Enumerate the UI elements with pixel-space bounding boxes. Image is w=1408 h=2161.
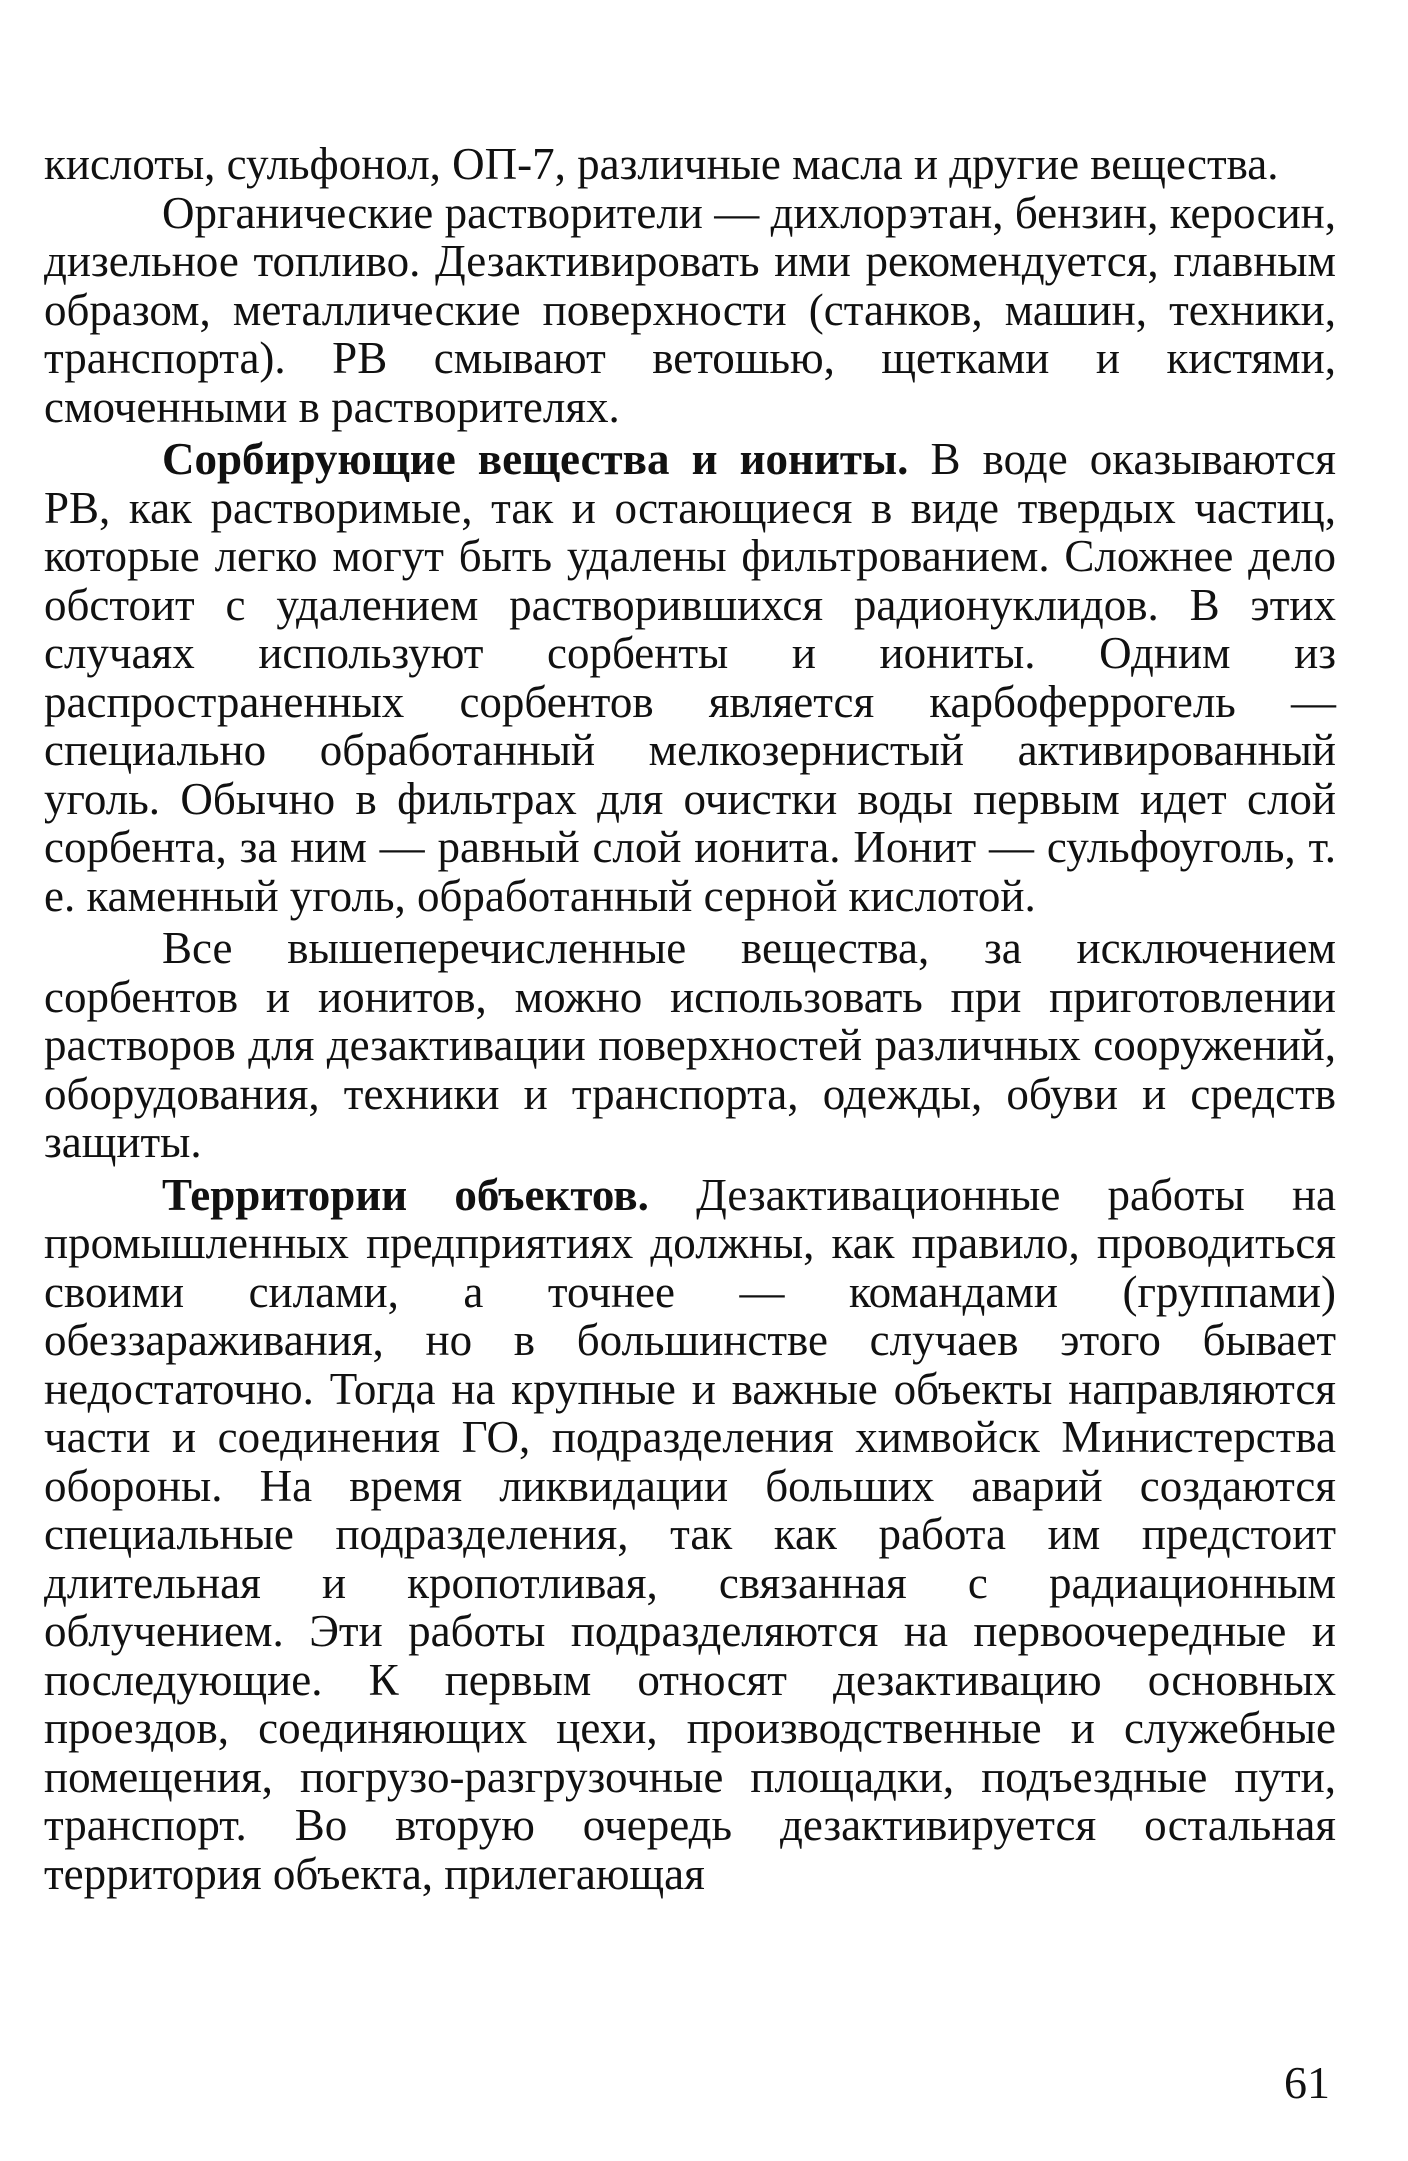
paragraph-3 bbox=[44, 924, 1336, 1167]
paragraph-4-text: Дезактивационные работы на промышленных предприятиях должны, как правило, проводиться своими силами, а точнее — командами (группами) обеззараживания, но в большинстве случаев этого бывает недостаточно. Тогда на крупные и важные объекты направляются части и соединения ГО, подразделения химвойск Министерства обороны. На время ликвидации больших аварий создаются специальные подразделения, так как работа им предстоит длительная и кропотливая, связанная с радиационным облучением. Эти работы подразделяются на первоочередные и последующие. К первым относят дезактивацию основных проездов, соединяющих цехи, производственные и служебные помещения, погрузо-разгрузочные площадки, подъездные пути, транспорт. Во вторую очередь дезактивируется остальная территория объекта, прилегающая bbox=[44, 1169, 1337, 1899]
paragraph-0 bbox=[44, 140, 1336, 189]
paragraph-0-text: кислоты, сульфонол, ОП-7, различные масла и другие вещества. bbox=[44, 139, 1279, 189]
paragraph-4-heading: Территории объектов. bbox=[162, 1169, 649, 1220]
paragraph-2-text: В воде оказываются РВ, как растворимые, так и остающиеся в виде твердых частиц, которые легко могут быть удалены фильтрованием. Сложнее дело обстоит с удалением растворившихся радионуклидов. В этих случаях используют сорбенты и иониты. Одним из распространенных сорбентов является карбоферрогель — специально обработанный мелкозернистый активированный уголь. Обычно в фильтрах для очистки воды первым идет слой сорбента, за ним — равный слой ионита. Ионит — сульфоуголь, т. е. каменный уголь, обработанный серной кислотой. bbox=[44, 434, 1337, 921]
paragraph-1-text: Органические растворители — дихлорэтан, бензин, керосин, дизельное топливо. Дезактивировать ими рекомендуется, главным образом, металлические поверхности (станков, машин, техники, транспорта). РВ смывают ветошью, щетками и кистями, смоченными в растворителях. bbox=[44, 187, 1336, 432]
paragraph-2 bbox=[44, 435, 1336, 920]
page-body bbox=[44, 140, 1336, 1898]
paragraph-4 bbox=[44, 1171, 1336, 1899]
page-number: 61 bbox=[1284, 2057, 1330, 2108]
paragraph-1 bbox=[44, 189, 1336, 432]
paragraph-3-text: Все вышеперечисленные вещества, за исключением сорбентов и ионитов, можно использовать при приготовлении растворов для дезактивации поверхностей различных сооружений, оборудования, техники и транспорта, одежды, обуви и средств защиты. bbox=[44, 923, 1336, 1167]
paragraph-2-heading: Сорбирующие вещества и иониты. bbox=[162, 434, 909, 484]
